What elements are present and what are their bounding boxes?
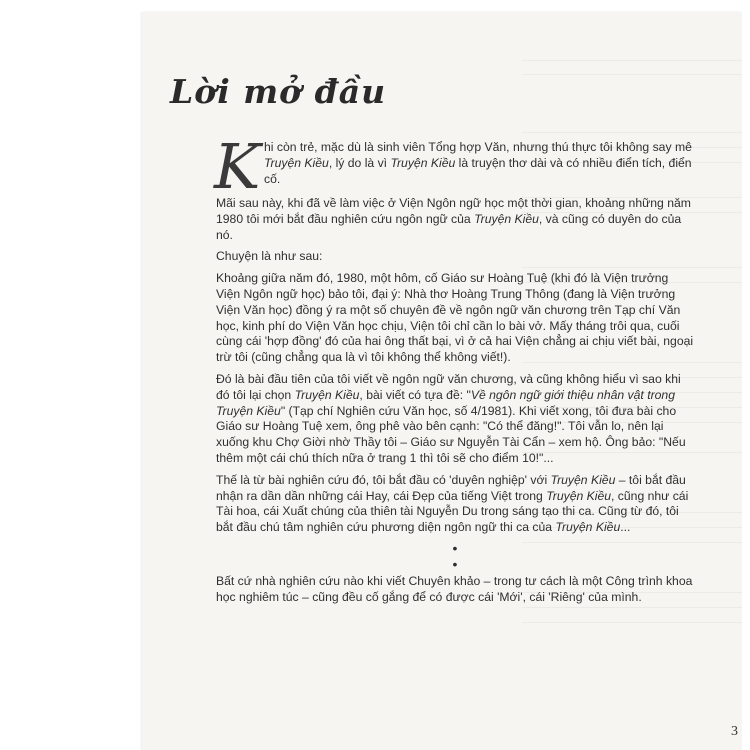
separator-dot: • — [452, 539, 458, 556]
paragraph-7: Bất cứ nhà nghiên cứu nào khi viết Chuyên khảo – trong tư cách là một Công trình khoa học nghiêm túc – cũng đều cố gắng để có được cái 'Mới', cái 'Riêng' của mình. — [216, 573, 693, 604]
chapter-heading: Lời mở đầu — [170, 72, 387, 111]
page-number: 3 — [731, 724, 738, 739]
paragraph-6: Thế là từ bài nghiên cứu đó, tôi bắt đầu có 'duyên nghiệp' với Truyện Kiều – tôi bắt đầu nhận ra dần dần những cái Hay, cái Đẹp của tiếng Việt trong Truyện Kiều, cũng như cái Tài hoa, cái Xuất chúng của thiên tài Nguyễn Du trong sáng tạo thi ca. Cũng từ đó, tôi bắt đầu chú tâm nghiên cứu phương diện ngôn ngữ thi ca của Truyện Kiều... — [216, 472, 689, 535]
section-separator — [216, 555, 694, 574]
book-page — [142, 12, 742, 750]
paragraph-4: Khoảng giữa năm đó, 1980, một hôm, cố Giáo sư Hoàng Tuệ (khi đó là Viện trưởng Viện Ngôn ngữ học) bảo tôi, đại ý: Nhà thơ Hoàng Trung Thông (đang là Viện trưởng Viện Văn học) đồng ý ra một số chuyên đề về ngôn ngữ văn chương trên Tạp chí Văn học, kinh phí do Viện Văn học chịu, Viện tôi chỉ cần lo bài vở. Mấy tháng trôi qua, cuối cùng cái 'hợp đồng' đó của hai ông thất bại, vì ở cả hai Viện chẳng ai chịu viết bài, ngoại trừ tôi (cũng chẳng qua là vì tôi không thể không viết!). — [216, 271, 694, 365]
drop-cap: K — [214, 130, 261, 203]
paragraph-5: Đó là bài đầu tiên của tôi viết về ngôn ngữ văn chương, và cũng không hiểu vì sao khi đó tôi lại chọn Truyện Kiều, bài viết có tựa đề: "Về ngôn ngữ giới thiệu nhân vật trong Truyện Kiều" (Tạp chí Nghiên cứu Văn học, số 4/1981). Khi viết xong, tôi đưa bài cho Giáo sư Hoàng Tuệ xem, ông phê vào bên cạnh: "Có thể đăng!". Tôi vẫn lo, nên lại xuống khu Chợ Giời nhờ Thầy tôi – Giáo sư Nguyễn Tài Cẩn – xem hộ. Ông bảo: "Nếu thêm một cái chú thích nữa ở trang 1 thì tôi sẽ cho điểm 10!"... — [216, 371, 686, 465]
paragraph-3: Chuyện là như sau: — [216, 249, 323, 264]
paragraph-1: K hi còn trẻ, mặc dù là sinh viên Tổng hợp Văn, nhưng thú thực tôi không say mê Truyện Kiều, lý do là vì Truyện Kiều là truyện thơ dài và có nhiều điển tích, điển cố. — [214, 130, 692, 203]
body-text — [214, 130, 694, 612]
separator-dot: • — [452, 555, 458, 572]
paragraph-2: Mãi sau này, khi đã về làm việc ở Viện Ngôn ngữ học một thời gian, khoảng những năm 1980 tôi mới bắt đầu nghiên cứu ngôn ngữ của Truyện Kiều, và cũng có duyên do của nó. — [216, 196, 691, 242]
